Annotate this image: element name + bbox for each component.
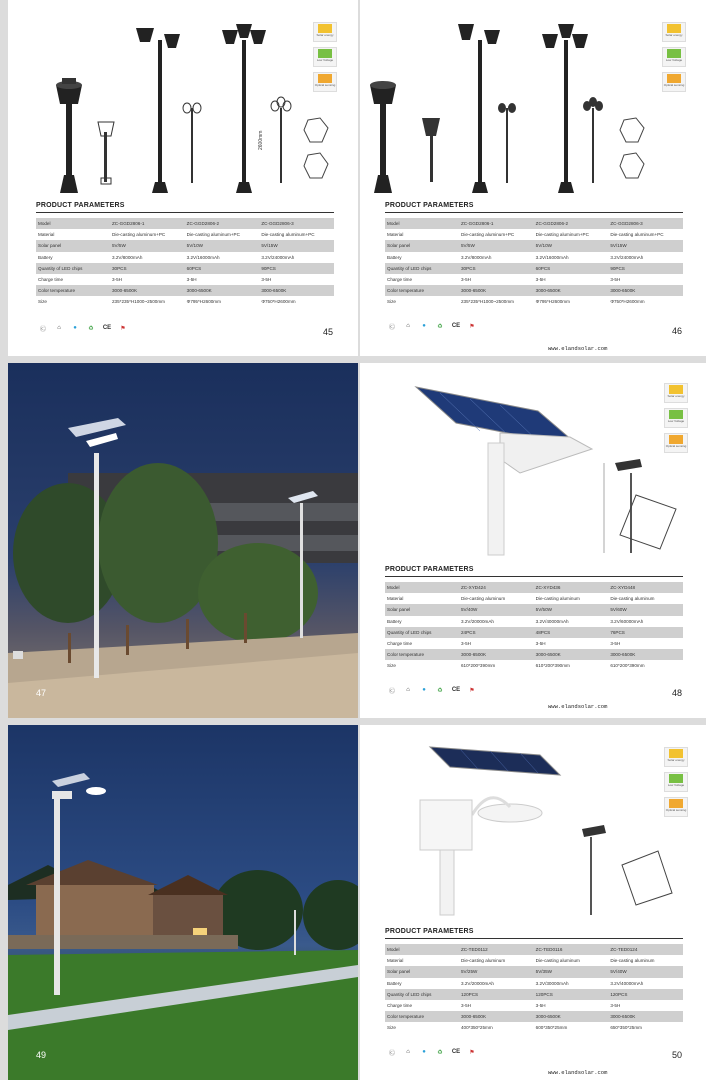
param-value: 3-5H xyxy=(534,1000,609,1011)
param-value: 3-5H xyxy=(259,274,334,285)
page-48 xyxy=(360,363,706,718)
param-value: 610*200*390mm xyxy=(534,660,609,671)
ccc-icon: Ⓒ xyxy=(388,688,395,695)
badge-solar-energy: Solar energy xyxy=(664,747,688,767)
param-value: ZC-XYD436 xyxy=(534,582,609,593)
table-row xyxy=(385,229,683,240)
spread-47-48 xyxy=(8,363,706,718)
param-value: 3.2V/24000mAh xyxy=(608,252,683,263)
param-value: 30PCS xyxy=(459,263,534,274)
param-value: 3000-6500K xyxy=(534,285,609,296)
page-45 xyxy=(8,0,358,356)
ce-icon: CE xyxy=(102,325,112,331)
website-url: www.elandsolar.com xyxy=(548,1069,608,1076)
spec-table-45 xyxy=(36,218,334,308)
solar-lamp-illustration-48 xyxy=(360,363,706,563)
param-value: 3-5H xyxy=(459,1000,534,1011)
table-row xyxy=(385,252,683,263)
badge-optical-sensing: Optical sensing xyxy=(313,72,337,92)
table-row xyxy=(385,638,683,649)
badge-low-voltage: Low Voltage xyxy=(313,47,337,67)
rohs-icon: ⚑ xyxy=(469,323,475,330)
cert-icons-45 xyxy=(38,323,128,333)
param-name: Quantity of LED chips xyxy=(36,263,110,274)
param-value: 3.2V/16000mAh xyxy=(534,252,609,263)
spec-table-48 xyxy=(385,582,683,672)
table-row xyxy=(36,285,334,296)
param-value: 60PCS xyxy=(534,263,609,274)
param-value: 76PCS xyxy=(608,627,683,638)
dim-label: 2600mm xyxy=(258,130,264,150)
param-value: 600*350*25mm xyxy=(534,1022,609,1033)
table-row xyxy=(385,627,683,638)
section-title: PRODUCT PARAMETERS xyxy=(385,202,474,209)
page-number: 45 xyxy=(323,327,334,337)
badge-low-voltage: Low Voltage xyxy=(664,408,688,428)
param-value: 3-5H xyxy=(608,638,683,649)
table-row xyxy=(385,218,683,229)
param-value: Die-casting aluminum+PC xyxy=(185,229,260,240)
param-value: Die-casting aluminum xyxy=(608,593,683,604)
param-value: ZC-GGD2806-3 xyxy=(608,218,683,229)
badge-optical-sensing: Optical sensing xyxy=(662,72,686,92)
param-value: 48PCS xyxy=(534,627,609,638)
house-icon: ⌂ xyxy=(57,325,61,331)
recycle-icon: ♻ xyxy=(437,323,443,330)
page-49-photo xyxy=(8,725,358,1080)
table-row xyxy=(385,593,683,604)
ce-icon: CE xyxy=(451,323,461,329)
table-row xyxy=(385,955,683,966)
rohs-icon: ⚑ xyxy=(469,1049,475,1056)
table-row xyxy=(385,274,683,285)
param-name: Size xyxy=(385,296,459,307)
param-name: Model xyxy=(385,944,459,955)
param-value: 3000-6500K xyxy=(110,285,185,296)
param-value: ZC-GGD2806-2 xyxy=(185,218,260,229)
table-row xyxy=(36,252,334,263)
param-value: 3000-6500K xyxy=(534,649,609,660)
param-value: 3000-6500K xyxy=(608,285,683,296)
param-value: Die-casting aluminum xyxy=(534,955,609,966)
param-value: 120PCS xyxy=(608,989,683,1000)
param-name: Size xyxy=(385,660,459,671)
param-value: Φ750*H2600mm xyxy=(259,296,334,307)
house-icon: ⌂ xyxy=(406,323,410,329)
param-name: Battery xyxy=(385,978,459,989)
param-name: Material xyxy=(385,593,459,604)
param-name: Material xyxy=(385,955,459,966)
section-rule xyxy=(385,576,683,577)
param-value: 3000-6500K xyxy=(259,285,334,296)
cert-icons-46 xyxy=(387,321,477,331)
param-value: ZC-XYD448 xyxy=(608,582,683,593)
param-value: ZC-XYD424 xyxy=(459,582,534,593)
param-value: 120PCS xyxy=(459,989,534,1000)
house-icon: ⌂ xyxy=(406,687,410,693)
param-value: 5V/50W xyxy=(534,604,609,615)
param-value: 5V/10W xyxy=(534,240,609,251)
table-row xyxy=(385,1022,683,1033)
param-value: Die-casting aluminum+PC xyxy=(110,229,185,240)
param-value: 3.2V/20000mAh xyxy=(459,978,534,989)
param-name: Size xyxy=(385,1022,459,1033)
param-name: Color temperature xyxy=(385,649,459,660)
page-46 xyxy=(360,0,706,356)
param-name: Charge time xyxy=(385,638,459,649)
table-row xyxy=(36,229,334,240)
param-value: 3-5H xyxy=(459,638,534,649)
ccc-icon: Ⓒ xyxy=(39,326,46,333)
solar-lamp-illustration-50 xyxy=(360,725,706,925)
param-value: 120PCS xyxy=(534,989,609,1000)
page-47-photo xyxy=(8,363,358,718)
param-value: 3-5H xyxy=(534,638,609,649)
house-icon: ⌂ xyxy=(406,1049,410,1055)
param-name: Solar panel xyxy=(385,604,459,615)
param-value: Φ795*H2600mm xyxy=(534,296,609,307)
recycle-icon: ♻ xyxy=(437,1049,443,1056)
param-name: Battery xyxy=(36,252,110,263)
table-row xyxy=(385,240,683,251)
param-value: Die-casting aluminum xyxy=(534,593,609,604)
param-name: Quantity of LED chips xyxy=(385,263,459,274)
table-row xyxy=(385,944,683,955)
param-value: 3.2V/60000mAh xyxy=(608,616,683,627)
param-value: 3.2V/20000mAh xyxy=(459,616,534,627)
param-value: ZC-GGD2806-1 xyxy=(459,218,534,229)
param-value: 90PCS xyxy=(608,263,683,274)
section-rule xyxy=(36,212,334,213)
param-name: Solar panel xyxy=(36,240,110,251)
param-value: Die-casting aluminum+PC xyxy=(534,229,609,240)
param-name: Charge time xyxy=(385,274,459,285)
param-name: Charge time xyxy=(385,1000,459,1011)
param-name: Color temperature xyxy=(36,285,110,296)
param-name: Material xyxy=(36,229,110,240)
param-value: 3.2V/8000mAh xyxy=(110,252,185,263)
badge-optical-sensing: Optical sensing xyxy=(664,797,688,817)
param-value: Die-casting aluminum xyxy=(459,955,534,966)
page-50 xyxy=(360,725,706,1080)
ccc-icon: Ⓒ xyxy=(388,1050,395,1057)
recycle-icon: ♻ xyxy=(88,325,94,332)
param-name: Size xyxy=(36,296,110,307)
param-value: 3.2V/30000mAh xyxy=(534,978,609,989)
section-title: PRODUCT PARAMETERS xyxy=(385,928,474,935)
table-row xyxy=(36,240,334,251)
param-value: 400*350*25mm xyxy=(459,1022,534,1033)
param-value: 3000-6500K xyxy=(185,285,260,296)
param-value: 5V/15W xyxy=(608,240,683,251)
table-row xyxy=(385,660,683,671)
cert-icons-50 xyxy=(387,1047,477,1057)
ce-icon: CE xyxy=(451,1049,461,1055)
table-row xyxy=(385,296,683,307)
param-value: 3.2V/40000mAh xyxy=(534,616,609,627)
param-value: Die-casting aluminum xyxy=(608,955,683,966)
param-value: 3000-6500K xyxy=(534,1011,609,1022)
param-value: 3-5H xyxy=(110,274,185,285)
param-name: Battery xyxy=(385,616,459,627)
table-row xyxy=(385,616,683,627)
cqc-icon: ● xyxy=(73,325,77,331)
website-url: www.elandsolar.com xyxy=(548,345,608,352)
param-name: Charge time xyxy=(36,274,110,285)
badge-solar-energy: Solar energy xyxy=(662,22,686,42)
param-value: 235*235*H1000~2500mm xyxy=(459,296,534,307)
param-value: 235*235*H1000~2500mm xyxy=(110,296,185,307)
param-value: 60PCS xyxy=(185,263,260,274)
param-value: 3000-6500K xyxy=(608,1011,683,1022)
param-name: Battery xyxy=(385,252,459,263)
param-value: Die-casting aluminum+PC xyxy=(259,229,334,240)
param-value: ZC-GGD2806-2 xyxy=(534,218,609,229)
param-value: 610*200*390mm xyxy=(459,660,534,671)
param-value: 3.2V/24000mAh xyxy=(259,252,334,263)
param-value: Φ795*H2600mm xyxy=(185,296,260,307)
table-row xyxy=(385,649,683,660)
badge-solar-energy: Solar energy xyxy=(313,22,337,42)
param-value: 5V/15W xyxy=(259,240,334,251)
param-value: ZC-TED0124 xyxy=(608,944,683,955)
spec-table-50 xyxy=(385,944,683,1034)
param-value: 3000-6500K xyxy=(459,1011,534,1022)
param-name: Model xyxy=(385,582,459,593)
param-value: ZC-TED0116 xyxy=(534,944,609,955)
table-row xyxy=(385,966,683,977)
spread-49-50 xyxy=(8,725,706,1080)
rohs-icon: ⚑ xyxy=(120,325,126,332)
table-row xyxy=(36,274,334,285)
table-row xyxy=(385,989,683,1000)
page-number: 48 xyxy=(672,688,683,698)
badge-optical-sensing: Optical sensing xyxy=(664,433,688,453)
cqc-icon: ● xyxy=(422,687,426,693)
page-number: 50 xyxy=(672,1050,683,1060)
param-value: 3-5H xyxy=(608,274,683,285)
badge-solar-energy: Solar energy xyxy=(664,383,688,403)
page-number: 49 xyxy=(36,1050,47,1060)
page-number: 46 xyxy=(672,326,683,336)
param-value: 3.2V/40000mAh xyxy=(608,978,683,989)
table-row xyxy=(385,1011,683,1022)
param-value: 3-5H xyxy=(608,1000,683,1011)
badge-low-voltage: Low Voltage xyxy=(664,772,688,792)
param-value: Die-casting aluminum+PC xyxy=(608,229,683,240)
param-value: 3.2V/16000mAh xyxy=(185,252,260,263)
table-row xyxy=(36,218,334,229)
param-value: 3000-6500K xyxy=(608,649,683,660)
badge-low-voltage: Low Voltage xyxy=(662,47,686,67)
param-value: 3000-6500K xyxy=(459,285,534,296)
param-name: Material xyxy=(385,229,459,240)
section-title: PRODUCT PARAMETERS xyxy=(36,202,125,209)
table-row xyxy=(385,604,683,615)
param-value: 5V/60W xyxy=(608,604,683,615)
cqc-icon: ● xyxy=(422,1049,426,1055)
param-value: Die-casting aluminum xyxy=(459,593,534,604)
param-value: 3.2V/8000mAh xyxy=(459,252,534,263)
param-value: 610*200*390mm xyxy=(608,660,683,671)
night-house-scene xyxy=(8,725,358,1080)
param-name: Solar panel xyxy=(385,240,459,251)
section-title: PRODUCT PARAMETERS xyxy=(385,566,474,573)
param-name: Quantity of LED chips xyxy=(385,627,459,638)
param-value: 30PCS xyxy=(110,263,185,274)
ce-icon: CE xyxy=(451,687,461,693)
param-value: 5V/35W xyxy=(534,966,609,977)
param-value: 3-5H xyxy=(459,274,534,285)
param-value: 5V/25W xyxy=(459,966,534,977)
table-row xyxy=(36,263,334,274)
recycle-icon: ♻ xyxy=(437,687,443,694)
param-value: 650*350*25mm xyxy=(608,1022,683,1033)
table-row xyxy=(385,285,683,296)
param-value: 3-5H xyxy=(534,274,609,285)
param-name: Model xyxy=(36,218,110,229)
param-name: Color temperature xyxy=(385,1011,459,1022)
cqc-icon: ● xyxy=(422,323,426,329)
table-row xyxy=(385,263,683,274)
param-name: Solar panel xyxy=(385,966,459,977)
table-row xyxy=(385,582,683,593)
param-value: 5V/5W xyxy=(459,240,534,251)
param-name: Quantity of LED chips xyxy=(385,989,459,1000)
spread-45-46 xyxy=(8,0,706,356)
param-value: Φ750*H2600mm xyxy=(608,296,683,307)
param-name: Model xyxy=(385,218,459,229)
lamp-illustration-45 xyxy=(8,0,358,200)
rohs-icon: ⚑ xyxy=(469,687,475,694)
param-value: ZC-GGD2806-3 xyxy=(259,218,334,229)
table-row xyxy=(36,296,334,307)
param-value: ZC-GGD2806-1 xyxy=(110,218,185,229)
table-row xyxy=(385,978,683,989)
cert-icons-48 xyxy=(387,685,477,695)
param-value: 5V/5W xyxy=(110,240,185,251)
param-value: 5V/40W xyxy=(608,966,683,977)
website-url: www.elandsolar.com xyxy=(548,703,608,710)
ccc-icon: Ⓒ xyxy=(388,324,395,331)
param-value: 5V/40W xyxy=(459,604,534,615)
param-value: 90PCS xyxy=(259,263,334,274)
page-number: 47 xyxy=(36,688,47,698)
section-rule xyxy=(385,938,683,939)
param-value: 24PCS xyxy=(459,627,534,638)
param-value: Die-casting aluminum+PC xyxy=(459,229,534,240)
table-row xyxy=(385,1000,683,1011)
night-street-scene xyxy=(8,363,358,718)
param-name: Color temperature xyxy=(385,285,459,296)
param-value: 5V/10W xyxy=(185,240,260,251)
spec-table-46 xyxy=(385,218,683,308)
param-value: 3000-6500K xyxy=(459,649,534,660)
param-value: 3-5H xyxy=(185,274,260,285)
param-value: ZC-TED0112 xyxy=(459,944,534,955)
section-rule xyxy=(385,212,683,213)
lamp-illustration-46 xyxy=(360,0,706,200)
